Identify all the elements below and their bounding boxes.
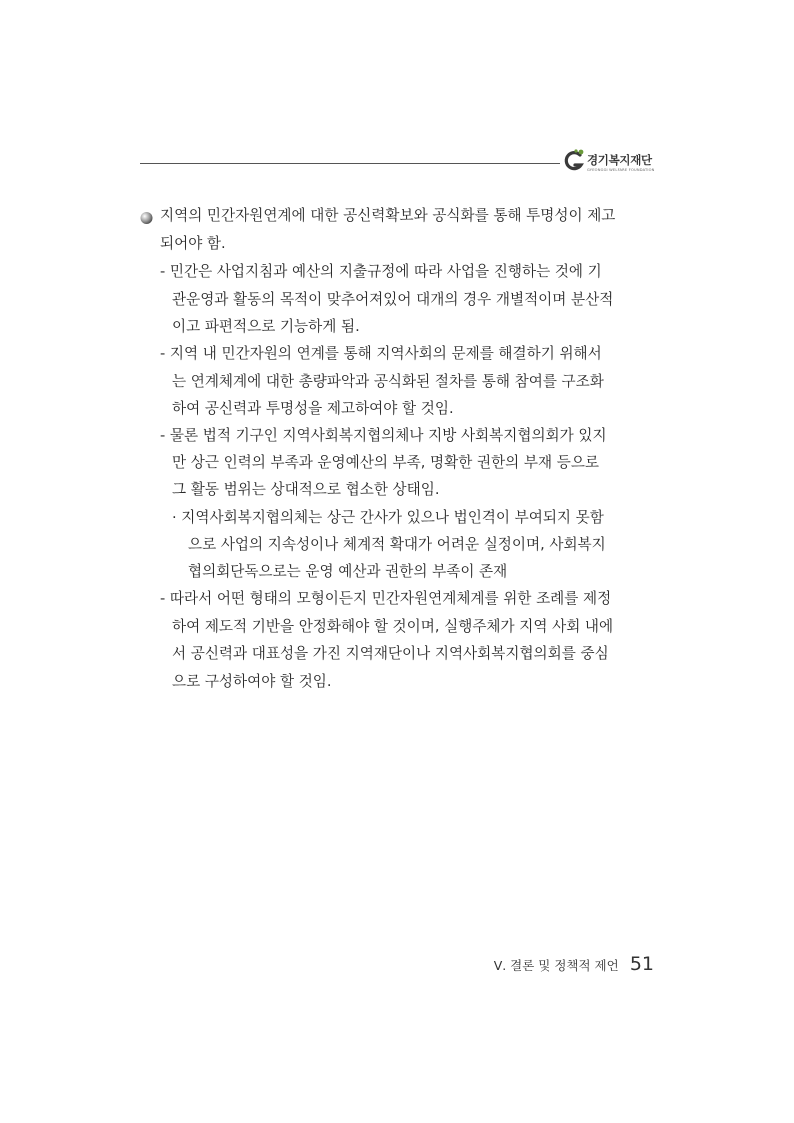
dash-item-line: 서 공신력과 대표성을 가진 지역재단이나 지역사회복지협의회를 중심 <box>172 645 609 662</box>
footer-section-title: Ⅴ. 결론 및 정책적 제언 <box>493 958 619 973</box>
logo-mark-icon <box>562 148 586 174</box>
sub-item-line: · 지역사회복지협의체는 상근 간사가 있으나 법인격이 부여되지 못함 <box>172 509 604 526</box>
dash-item-line: - 물론 법적 기구인 지역사회복지협의체나 지방 사회복지협의회가 있지 <box>160 427 607 444</box>
bullet-text-line: 되어야 함. <box>160 235 226 252</box>
foundation-logo <box>562 148 662 178</box>
sub-item-line: 으로 사업의 지속성이나 체계적 확대가 어려운 실정이며, 사회복지 <box>188 536 606 553</box>
page-footer <box>494 953 654 975</box>
dash-item-line: 관운영과 활동의 목적이 맞추어져있어 대개의 경우 개별적이며 분산적 <box>172 291 614 308</box>
bullet-text-line: 지역의 민간자원연계에 대한 공신력확보와 공식화를 통해 투명성이 제고 <box>160 207 616 224</box>
dash-item-line: 는 연계체계에 대한 총량파악과 공식화된 절차를 통해 참여를 구조화 <box>172 373 604 390</box>
dash-item-line: - 따라서 어떤 형태의 모형이든지 민간자원연계체계를 위한 조례를 제정 <box>160 590 612 607</box>
dash-item-line: - 민간은 사업지침과 예산의 지출규정에 따라 사업을 진행하는 것에 기 <box>160 263 602 280</box>
dash-item-line: 이고 파편적으로 기능하게 됨. <box>172 318 360 335</box>
sphere-bullet-icon <box>139 210 154 225</box>
logo-subtext: GYEONGGI WELFARE FOUNDATION <box>587 168 655 172</box>
dash-item-line: 으로 구성하여야 할 것임. <box>172 673 332 690</box>
dash-item-line: 만 상근 인력의 부족과 운영예산의 부족, 명확한 권한의 부재 등으로 <box>172 454 600 471</box>
sub-item-line: 협의회단독으로는 운영 예산과 권한의 부족이 존재 <box>188 563 508 580</box>
page-number: 51 <box>629 953 654 975</box>
dash-item-line: - 지역 내 민간자원의 연계를 통해 지역사회의 문제를 해결하기 위해서 <box>160 345 602 362</box>
header-rule <box>140 163 560 164</box>
dash-item-line: 하여 제도적 기반을 안정화해야 할 것이며, 실행주체가 지역 사회 내에 <box>172 618 614 635</box>
dash-item-line: 하여 공신력과 투명성을 제고하여야 할 것임. <box>172 400 454 417</box>
logo-text: 경기복지재단 <box>587 153 652 167</box>
dash-item-line: 그 활동 범위는 상대적으로 협소한 상태임. <box>172 481 440 498</box>
